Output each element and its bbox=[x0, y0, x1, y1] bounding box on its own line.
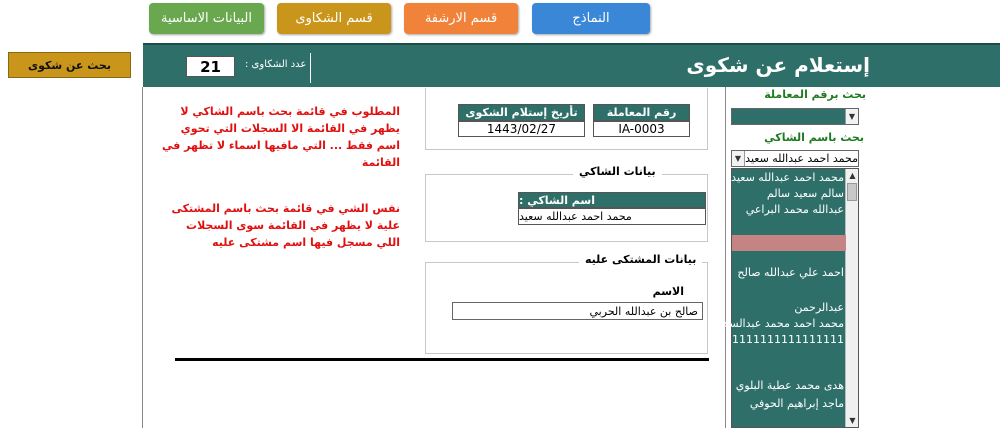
list-item[interactable]: عبدالله محمد البراعي bbox=[745, 203, 844, 216]
chevron-up-icon[interactable]: ▲ bbox=[849, 171, 856, 180]
search-by-name-combo[interactable] bbox=[731, 150, 859, 167]
header-divider bbox=[310, 53, 311, 83]
txn-number-value: IA-0003 bbox=[593, 121, 690, 137]
list-item[interactable]: هدى محمد عطية البلوي bbox=[735, 379, 844, 392]
chevron-down-icon[interactable]: ▼ bbox=[849, 416, 856, 425]
nav-archive-button[interactable]: قسم الارشفة bbox=[404, 3, 518, 34]
form-divider-line bbox=[175, 358, 709, 361]
nav-forms-button[interactable]: النماذج bbox=[532, 3, 650, 34]
respondent-section-label: بيانات المشتكى عليه bbox=[579, 253, 702, 266]
complaint-count-label: عدد الشكاوى : bbox=[245, 59, 307, 70]
complainant-name-value: محمد احمد عبدالله سعيد bbox=[518, 208, 706, 225]
list-item[interactable]: محمد احمد عبدالله سعيد bbox=[731, 171, 844, 184]
list-item[interactable] bbox=[716, 169, 844, 427]
nav-basic-data-button[interactable]: البيانات الاساسية bbox=[149, 3, 264, 34]
header-bar bbox=[143, 43, 1000, 87]
page-title: إستعلام عن شكوى bbox=[686, 53, 870, 77]
complainant-section-label: بيانات الشاكي bbox=[573, 165, 662, 178]
respondent-name-label: الاسم bbox=[652, 285, 684, 298]
scrollbar-thumb[interactable] bbox=[847, 183, 857, 201]
txn-number-label: رقم المعاملة bbox=[593, 104, 690, 121]
note-complainant-search: المطلوب في قائمة بحث باسم الشاكي لا يظهر في القائمة الا السجلات التي تحوي اسم فقط ... التي مافيها اسماء لا تظهر في القائمة bbox=[161, 105, 400, 169]
search-by-name-label: بحث باسم الشاكي bbox=[764, 131, 864, 144]
list-item[interactable]: عبدالرحمن bbox=[794, 301, 844, 314]
list-item[interactable]: ماجد إبراهيم الحوفي bbox=[749, 397, 844, 410]
complainant-name-label: اسم الشاكي : bbox=[518, 192, 706, 208]
nav-complaints-button[interactable]: قسم الشكاوى bbox=[277, 3, 391, 34]
complaint-count-value: 21 bbox=[186, 56, 235, 77]
search-by-txn-label: بحث برقم المعاملة bbox=[764, 88, 866, 101]
received-date-value: 1443/02/27 bbox=[458, 121, 585, 137]
form-left-border bbox=[142, 87, 143, 428]
search-by-txn-combo[interactable] bbox=[731, 108, 859, 125]
list-scrollbar[interactable] bbox=[845, 169, 858, 427]
list-item[interactable]: سالم سعيد سالم bbox=[766, 187, 844, 200]
chevron-down-icon[interactable]: ▼ bbox=[845, 109, 858, 124]
received-date-label: تأريخ إستلام الشكوى bbox=[458, 104, 585, 121]
chevron-down-icon[interactable]: ▼ bbox=[732, 151, 745, 166]
list-item[interactable]: احمد علي عبدالله صالح bbox=[737, 266, 844, 279]
respondent-name-input[interactable] bbox=[452, 302, 703, 320]
respondent-name-value: صالح بن عبدالله الحربي bbox=[589, 305, 698, 318]
search-by-txn-value bbox=[732, 109, 845, 124]
list-item[interactable]: محمد احمد محمد عبدالسلام bbox=[716, 317, 844, 330]
list-item[interactable]: 1111111111111111 bbox=[732, 333, 844, 346]
search-complaint-button[interactable]: بحث عن شكوى bbox=[8, 52, 131, 78]
search-panel-border bbox=[725, 87, 726, 428]
name-dropdown-list[interactable] bbox=[716, 168, 859, 428]
search-by-name-value: محمد احمد عبدالله سعيد bbox=[745, 152, 858, 165]
note-respondent-search: نفس الشي في قائمة بحث باسم المشتكى علية لا يظهر في القائمة سوى السجلات اللي مسجل فيها اسم مشتكى عليه bbox=[171, 202, 400, 249]
